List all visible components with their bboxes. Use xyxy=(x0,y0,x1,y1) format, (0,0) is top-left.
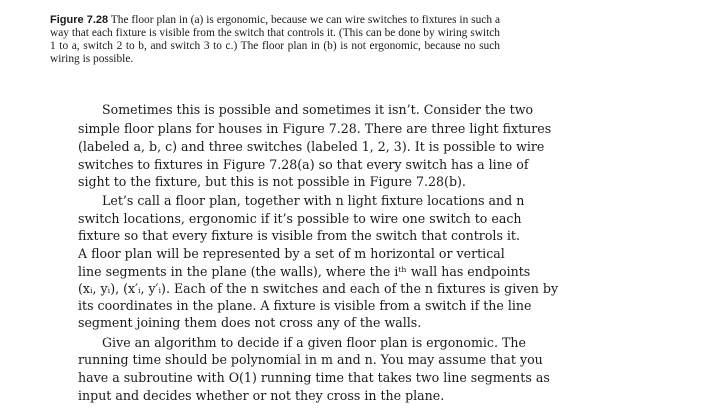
body-line: segment joining them does not cross any of the walls. xyxy=(78,315,422,330)
body-line: A floor plan will be represented by a set of m horizontal or vertical xyxy=(78,246,505,261)
body-line: Give an algorithm to decide if a given floor plan is ergonomic. The xyxy=(102,335,526,350)
body-line: (labeled a, b, c) and three switches (labeled 1, 2, 3). It is possible to wire xyxy=(78,139,545,154)
caption-text: The floor plan in (a) is ergonomic, because we can wire switches to fixtures in such a way that each fixture is visible from the switch that controls it. (This can be done by wiring switch 1 to a, switch 2 to b, and switch 3 to c.) The floor plan in (b) is not ergonomic, because no such wiring is possible. xyxy=(50,14,501,65)
body-line: switches to fixtures in Figure 7.28(a) so that every switch has a line of xyxy=(78,157,529,172)
body-line: simple floor plans for houses in Figure 7.28. There are three light fixtures xyxy=(78,121,552,136)
body-line: sight to the fixture, but this is not possible in Figure 7.28(b). xyxy=(78,174,466,189)
body-line: Sometimes this is possible and sometimes it isn’t. Consider the two xyxy=(102,102,534,117)
body-line: Let’s call a floor plan, together with n light fixture locations and n xyxy=(102,193,525,208)
body-line: (xᵢ, yᵢ), (x′ᵢ, y′ᵢ). Each of the n switches and each of the n fixtures is given by xyxy=(78,281,559,296)
body-line: its coordinates in the plane. A fixture is visible from a switch if the line xyxy=(78,298,532,313)
body-line: fixture so that every fixture is visible from the switch that controls it. xyxy=(78,228,520,243)
figure-caption xyxy=(50,14,500,66)
body-line: running time should be polynomial in m and n. You may assume that you xyxy=(78,352,543,367)
body-line: have a subroutine with O(1) running time that takes two line segments as xyxy=(78,370,550,385)
body-line: switch locations, ergonomic if it’s possible to wire one switch to each xyxy=(78,211,522,226)
body-line: input and decides whether or not they cross in the plane. xyxy=(78,388,445,403)
figure-label: Figure 7.28 xyxy=(50,14,109,26)
body-line: line segments in the plane (the walls), where the iᵗʰ wall has endpoints xyxy=(78,264,531,279)
